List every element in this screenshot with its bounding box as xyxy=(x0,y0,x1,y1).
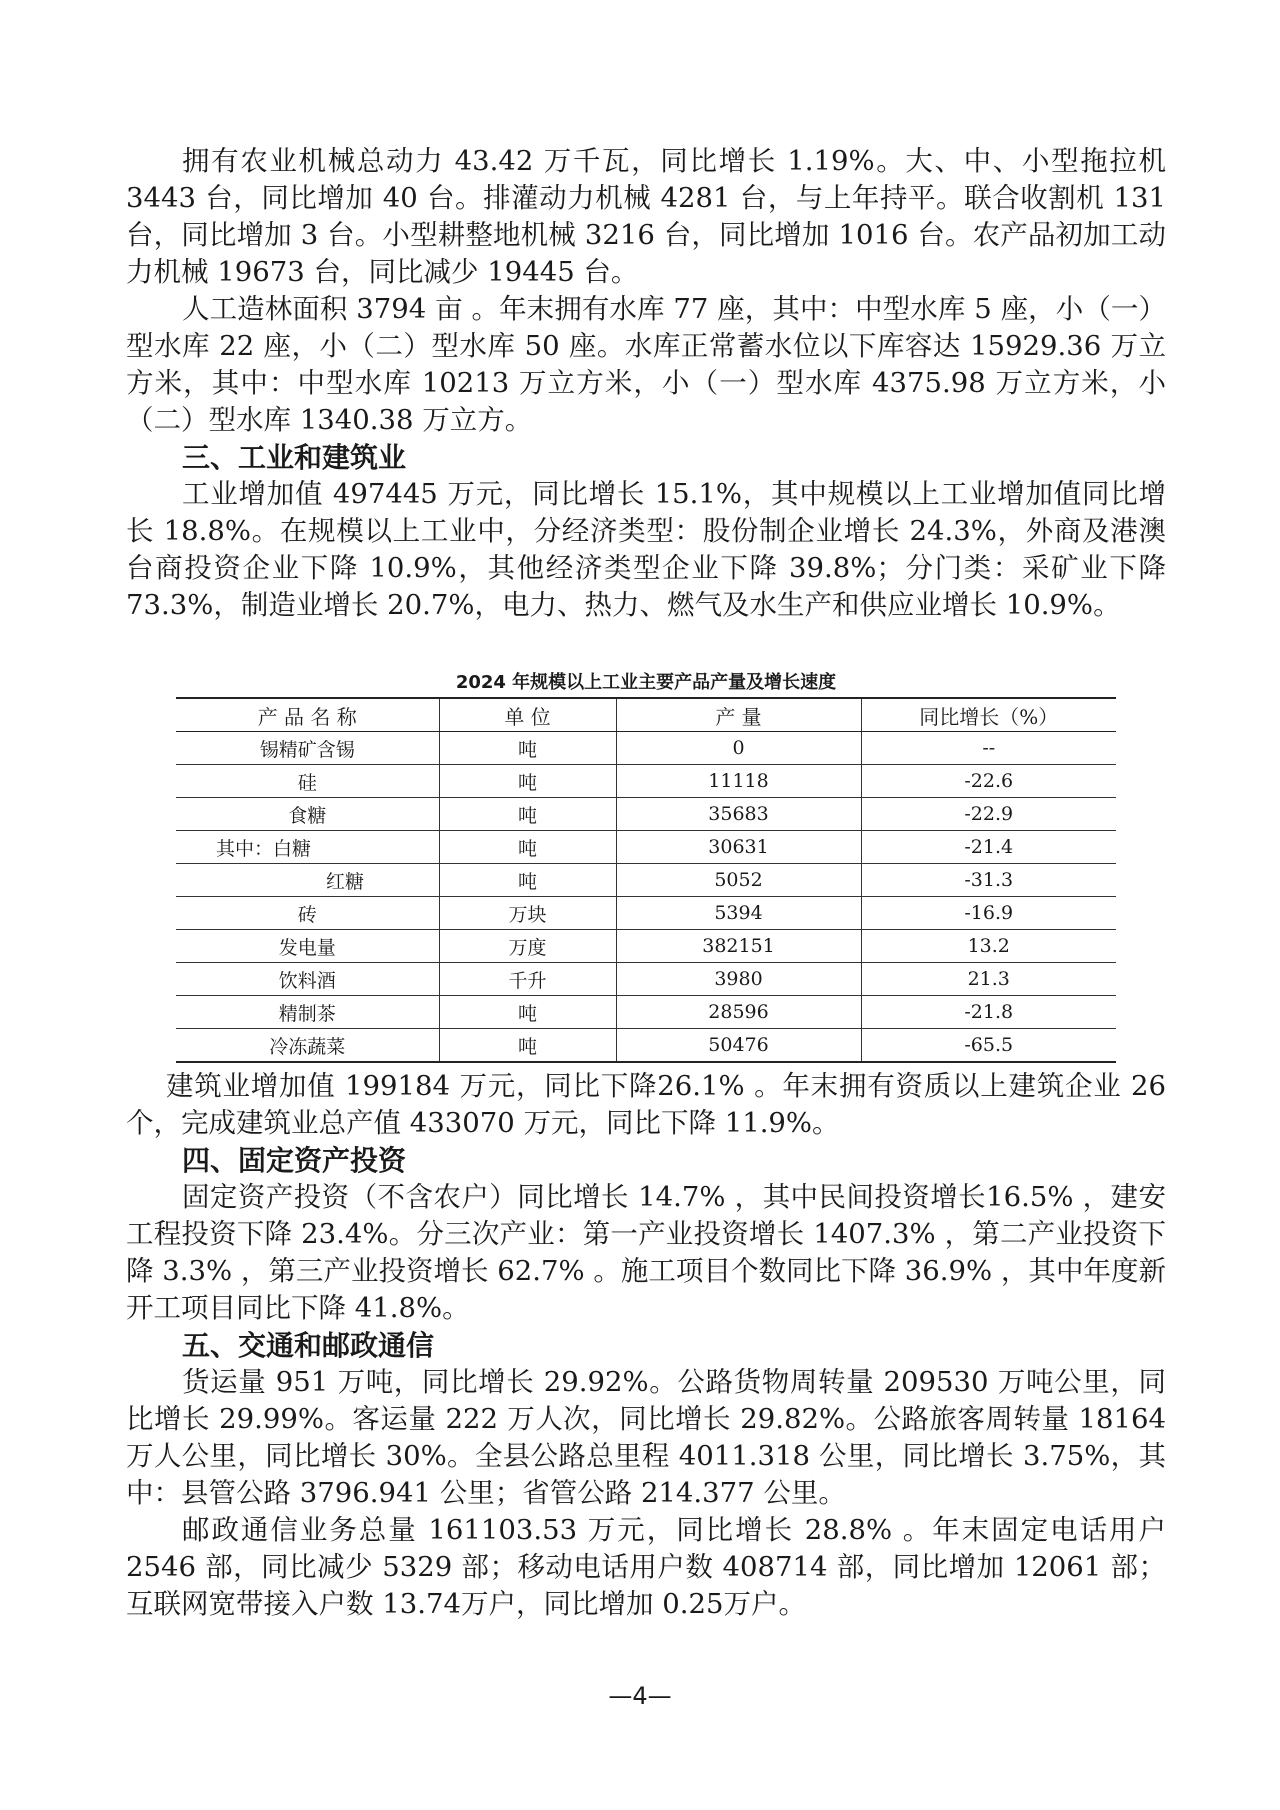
cell-unit: 万块 xyxy=(439,897,616,930)
paragraph-industry: 工业增加值 497445 万元，同比增长 15.1%，其中规模以上工业增加值同比增长 18.8%。在规模以上工业中，分经济类型：股份制企业增长 24.3%，外商及港澳台商投资企业下降 10.9%，其他经济类型企业下降 39.8%；分门类：采矿业下降 73.3%，制造业增长 20.7%，电力、热力、燃气及水生产和供应业增长 10.9%。 xyxy=(126,478,1166,621)
paragraph-agricultural-machinery: 拥有农业机械总动力 43.42 万千瓦，同比增长 1.19%。大、中、小型拖拉机 3443 台，同比增加 40 台。排灌动力机械 4281 台，与上年持平。联合收割机 131 台，同比增加 3 台。小型耕整地机械 3216 台，同比增加 1016 台。农产品初加工动力机械 19673 台，同比减少 19445 台。 xyxy=(126,145,1166,288)
table-row xyxy=(176,996,1116,1029)
cell-product: 食糖 xyxy=(176,798,439,831)
cell-unit: 吨 xyxy=(439,864,616,897)
paragraph-construction: 建筑业增加值 199184 万元，同比下降26.1% 。年末拥有资质以上建筑企业 26 个，完成建筑业总产值 433070 万元，同比下降 11.9%。 xyxy=(126,1070,1166,1139)
table-row xyxy=(176,732,1116,765)
column-header-output: 产 量 xyxy=(616,698,861,732)
cell-unit: 万度 xyxy=(439,930,616,963)
table-row xyxy=(176,864,1116,897)
table-row xyxy=(176,897,1116,930)
cell-output: 3980 xyxy=(616,963,861,996)
cell-unit: 吨 xyxy=(439,996,616,1029)
cell-product: 红糖 xyxy=(176,864,439,897)
section-heading-industry: 三、工业和建筑业 xyxy=(182,441,407,474)
column-header-growth: 同比增长（%） xyxy=(861,698,1116,732)
cell-unit: 吨 xyxy=(439,1029,616,1063)
cell-growth: -22.6 xyxy=(861,765,1116,798)
page-number: —4— xyxy=(608,1682,672,1710)
cell-unit: 吨 xyxy=(439,831,616,864)
cell-growth: -21.8 xyxy=(861,996,1116,1029)
cell-output: 28596 xyxy=(616,996,861,1029)
cell-output: 5052 xyxy=(616,864,861,897)
cell-output: 0 xyxy=(616,732,861,765)
table-header-row xyxy=(176,698,1116,732)
table-row xyxy=(176,831,1116,864)
cell-growth: 21.3 xyxy=(861,963,1116,996)
cell-growth: -65.5 xyxy=(861,1029,1116,1063)
cell-product: 砖 xyxy=(176,897,439,930)
cell-output: 382151 xyxy=(616,930,861,963)
cell-growth: 13.2 xyxy=(861,930,1116,963)
cell-output: 30631 xyxy=(616,831,861,864)
cell-growth: -16.9 xyxy=(861,897,1116,930)
column-header-unit: 单 位 xyxy=(439,698,616,732)
paragraph-fixed-assets: 固定资产投资（不含农户）同比增长 14.7% ，其中民间投资增长16.5% ，建安工程投资下降 23.4%。分三次产业：第一产业投资增长 1407.3% ，第二产业投资下降 3.3% ，第三产业投资增长 62.7% 。施工项目个数同比下降 36.9% ，其中年度新开工项目同比下降 41.8%。 xyxy=(126,1181,1166,1324)
section-heading-transport: 五、交通和邮政通信 xyxy=(182,1329,435,1362)
table-row xyxy=(176,963,1116,996)
table-title: 2024 年规模以上工业主要产品产量及增长速度 xyxy=(455,672,837,693)
column-header-product: 产 品 名 称 xyxy=(176,698,439,732)
paragraph-post-telecom: 邮政通信业务总量 161103.53 万元，同比增长 28.8% 。年末固定电话用户 2546 部，同比减少 5329 部；移动电话用户数 408714 部，同比增加 12061 部；互联网宽带接入户数 13.74万户，同比增加 0.25万户。 xyxy=(126,1514,1166,1620)
cell-product: 精制茶 xyxy=(176,996,439,1029)
table-row xyxy=(176,930,1116,963)
cell-output: 5394 xyxy=(616,897,861,930)
paragraph-transport: 货运量 951 万吨，同比增长 29.92%。公路货物周转量 209530 万吨公里，同比增长 29.99%。客运量 222 万人次，同比增长 29.82%。公路旅客周转量 18164 万人公里，同比增长 30%。全县公路总里程 4011.318 公里，同比增长 3.75%，其中：县管公路 3796.941 公里；省管公路 214.377 公里。 xyxy=(126,1366,1166,1509)
cell-product: 饮料酒 xyxy=(176,963,439,996)
cell-product: 冷冻蔬菜 xyxy=(176,1029,439,1063)
table-row xyxy=(176,1029,1116,1063)
table-row xyxy=(176,765,1116,798)
cell-product: 锡精矿含锡 xyxy=(176,732,439,765)
cell-output: 11118 xyxy=(616,765,861,798)
section-heading-fixed-assets: 四、固定资产投资 xyxy=(182,1144,407,1177)
cell-unit: 千升 xyxy=(439,963,616,996)
cell-product: 其中：白糖 xyxy=(176,831,439,864)
cell-growth: -22.9 xyxy=(861,798,1116,831)
cell-output: 35683 xyxy=(616,798,861,831)
cell-unit: 吨 xyxy=(439,765,616,798)
industrial-products-table xyxy=(176,697,1116,1063)
cell-unit: 吨 xyxy=(439,732,616,765)
table-row xyxy=(176,798,1116,831)
cell-growth: -21.4 xyxy=(861,831,1116,864)
cell-growth: -31.3 xyxy=(861,864,1116,897)
paragraph-forestry-reservoirs: 人工造林面积 3794 亩 。年末拥有水库 77 座，其中：中型水库 5 座，小（一）型水库 22 座，小（二）型水库 50 座。水库正常蓄水位以下库容达 15929.36 万立方米，其中：中型水库 10213 万立方米，小（一）型水库 4375.98 万立方米，小（二）型水库 1340.38 万立方。 xyxy=(126,293,1166,436)
cell-output: 50476 xyxy=(616,1029,861,1063)
cell-unit: 吨 xyxy=(439,798,616,831)
cell-product: 硅 xyxy=(176,765,439,798)
cell-product: 发电量 xyxy=(176,930,439,963)
cell-growth: -- xyxy=(861,732,1116,765)
